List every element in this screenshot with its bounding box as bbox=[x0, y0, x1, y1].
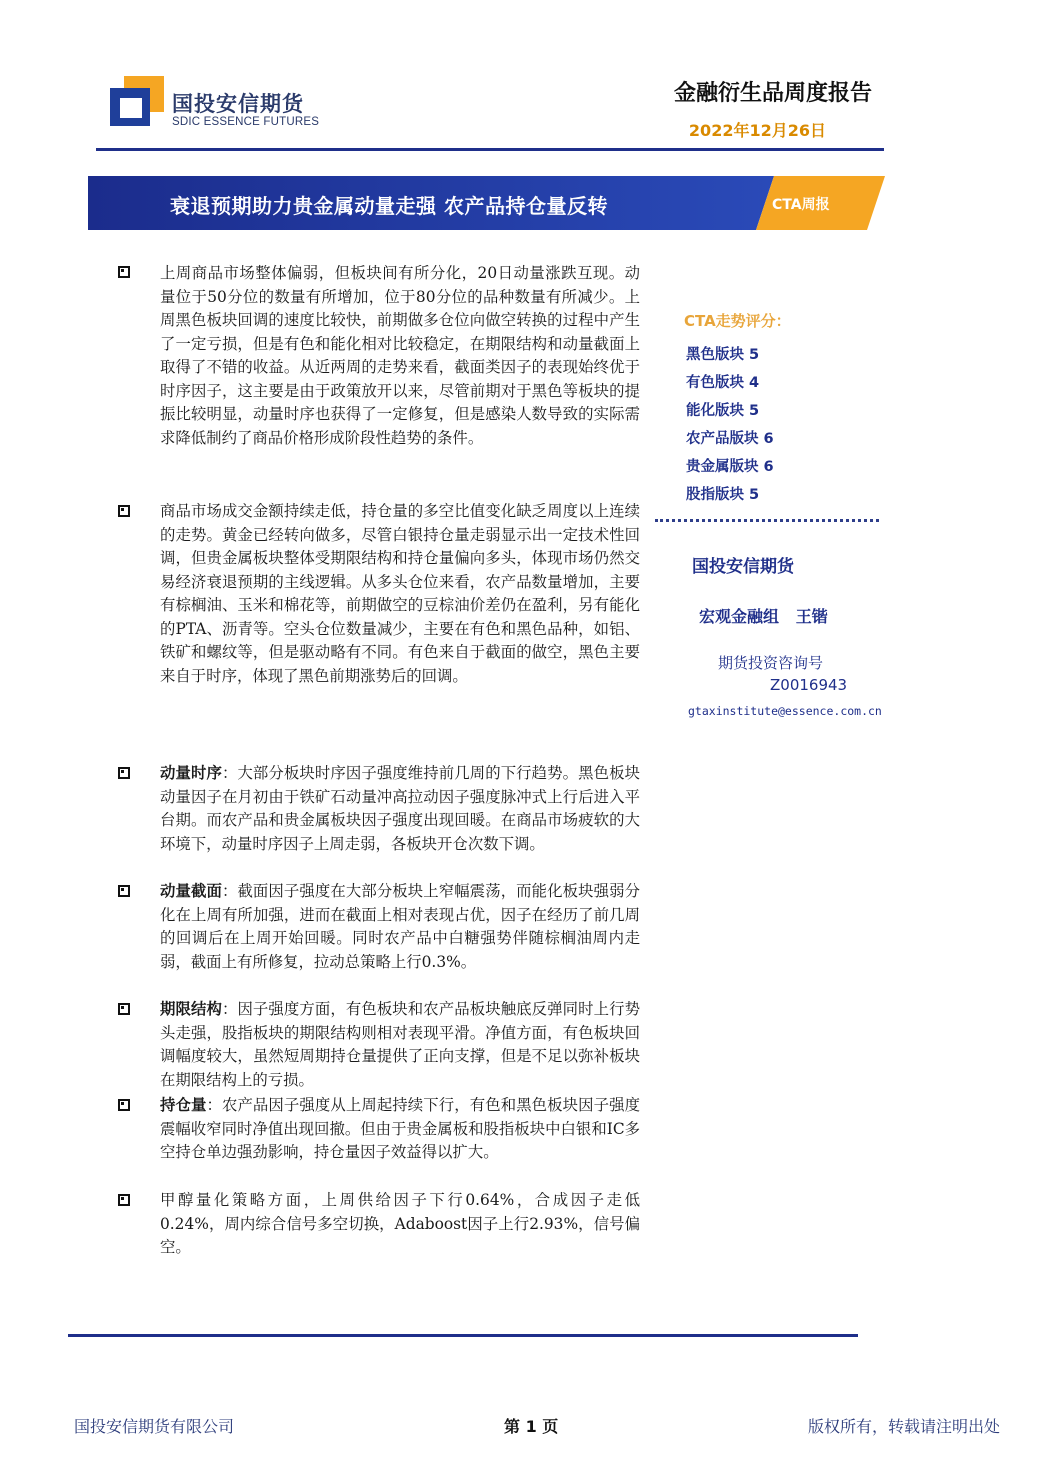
footer-copyright: 版权所有，转载请注明出处 bbox=[807, 1417, 1000, 1436]
bullet-icon bbox=[118, 1194, 130, 1206]
footer-page-number: 第 1 页 bbox=[504, 1417, 559, 1436]
score-item-stock-index: 股指版块 5 bbox=[686, 487, 760, 503]
sidebar-cert-label: 期货投资咨询号 bbox=[718, 654, 824, 672]
score-item-nonferrous: 有色版块 4 bbox=[686, 375, 760, 391]
report-date: 2022年12月26日 bbox=[688, 121, 826, 140]
header-divider bbox=[96, 148, 884, 151]
score-item-agriculture: 农产品版块 6 bbox=[686, 431, 774, 447]
score-item-precious-metal: 贵金属版块 6 bbox=[686, 459, 774, 475]
banner-title: 衰退预期助力贵金属动量走强 农产品持仓量反转 bbox=[170, 194, 608, 218]
paragraph-1: 上周商品市场整体偏弱，但板块间有所分化，20日动量涨跌互现。动量位于50分位的数量有所增加，位于80分位的品种数量有所减少。上周黑色板块回调的速度比较快，前期做多仓位向做空转换的过程中产生了一定亏损，但是有色和能化相对比较稳定，在期限结构和动量截面上取得了不错的收益。从近两周的走势来看，截面类因子的表现始终优于时序因子，这主要是由于政策放开以来，尽管前期对于黑色等板块的提振比较明显，动量时序也获得了一定修复，但是感染人数导致的实际需求降低制约了商品价格形成阶段性趋势的条件。 bbox=[160, 264, 640, 447]
banner-tag: CTA周报 bbox=[772, 197, 830, 213]
footer-company: 国投安信期货有限公司 bbox=[74, 1417, 235, 1436]
paragraph-momentum-timeseries: 动量时序：大部分板块时序因子强度维持前几周的下行趋势。黑色板块动量因子在月初由于铁矿石动量冲高拉动因子强度脉冲式上行后进入平台期。而农产品和贵金属板块因子强度出现回暖。在商品市场疲软的大环境下，动量时序因子上周走弱，各板块开仓次数下调。 bbox=[160, 764, 640, 853]
paragraph-momentum-cross-section: 动量截面：截面因子强度在大部分板块上窄幅震荡，而能化板块强弱分化在上周有所加强，进而在截面上相对表现占优，因子在经历了前几周的回调后在上周开始回暖。同时农产品中白糖强势伴随棕榈油周内走弱，截面上有所修复，拉动总策略上行0.3%。 bbox=[160, 882, 640, 971]
sidebar-cert-number: Z0016943 bbox=[770, 676, 848, 694]
bullet-icon bbox=[118, 266, 130, 278]
cta-score-heading: CTA走势评分： bbox=[684, 312, 791, 330]
score-item-ferrous: 黑色版块 5 bbox=[686, 347, 760, 363]
paragraph-term-structure: 期限结构：因子强度方面，有色板块和农产品板块触底反弹同时上行势头走强，股指板块的期限结构则相对表现平滑。净值方面，有色板块回调幅度较大，虽然短周期持仓量提供了正向支撑，但是不足以弥补板块在期限结构上的亏损。 bbox=[160, 1000, 640, 1089]
sidebar-dotted-divider bbox=[655, 519, 879, 522]
bullet-icon bbox=[118, 767, 130, 779]
company-logo-icon bbox=[110, 76, 164, 126]
sidebar-company: 国投安信期货 bbox=[692, 557, 794, 577]
paragraph-open-interest: 持仓量：农产品因子强度从上周起持续下行，有色和黑色板块因子强度震幅收窄同时净值出现回撤。但由于贵金属板和股指板块中白银和IC多空持仓单边强劲影响，持仓量因子效益得以扩大。 bbox=[160, 1096, 640, 1161]
paragraph-methanol: 甲醇量化策略方面，上周供给因子下行0.64%，合成因子走低0.24%，周内综合信号多空切换，Adaboost因子上行2.93%，信号偏空。 bbox=[160, 1191, 640, 1256]
bullet-icon bbox=[118, 505, 130, 517]
bullet-icon bbox=[118, 1003, 130, 1015]
sidebar-email-link[interactable]: gtaxinstitute@essence.com.cn bbox=[688, 704, 882, 718]
score-item-energy-chemical: 能化版块 5 bbox=[686, 403, 760, 419]
logo-english-name: SDIC ESSENCE FUTURES bbox=[172, 116, 320, 128]
bullet-icon bbox=[118, 885, 130, 897]
bullet-icon bbox=[118, 1099, 130, 1111]
logo-chinese-name: 国投安信期货 bbox=[172, 92, 304, 116]
sidebar-author: 宏观金融组 王锴 bbox=[699, 607, 828, 626]
report-title: 金融衍生品周度报告 bbox=[673, 81, 872, 106]
footer-divider bbox=[68, 1334, 858, 1337]
paragraph-2: 商品市场成交金额持续走低，持仓量的多空比值变化缺乏周度以上连续的走势。黄金已经转向做多，尽管白银持仓量走弱显示出一定技术性回调，但贵金属板块整体受期限结构和持仓量偏向多头，体现市场仍然交易经济衰退预期的主线逻辑。从多头仓位来看，农产品数量增加，主要有棕榈油、玉米和棉花等，前期做空的豆棕油价差仍在盈利，另有能化的PTA、沥青等。空头仓位数量减少，主要在有色和黑色品种，如铝、铁矿和螺纹等，但是驱动略有不同。有色来自于截面的做空，黑色主要来自于时序，体现了黑色前期涨势后的回调。 bbox=[160, 502, 640, 685]
cta-score-list bbox=[686, 344, 774, 512]
